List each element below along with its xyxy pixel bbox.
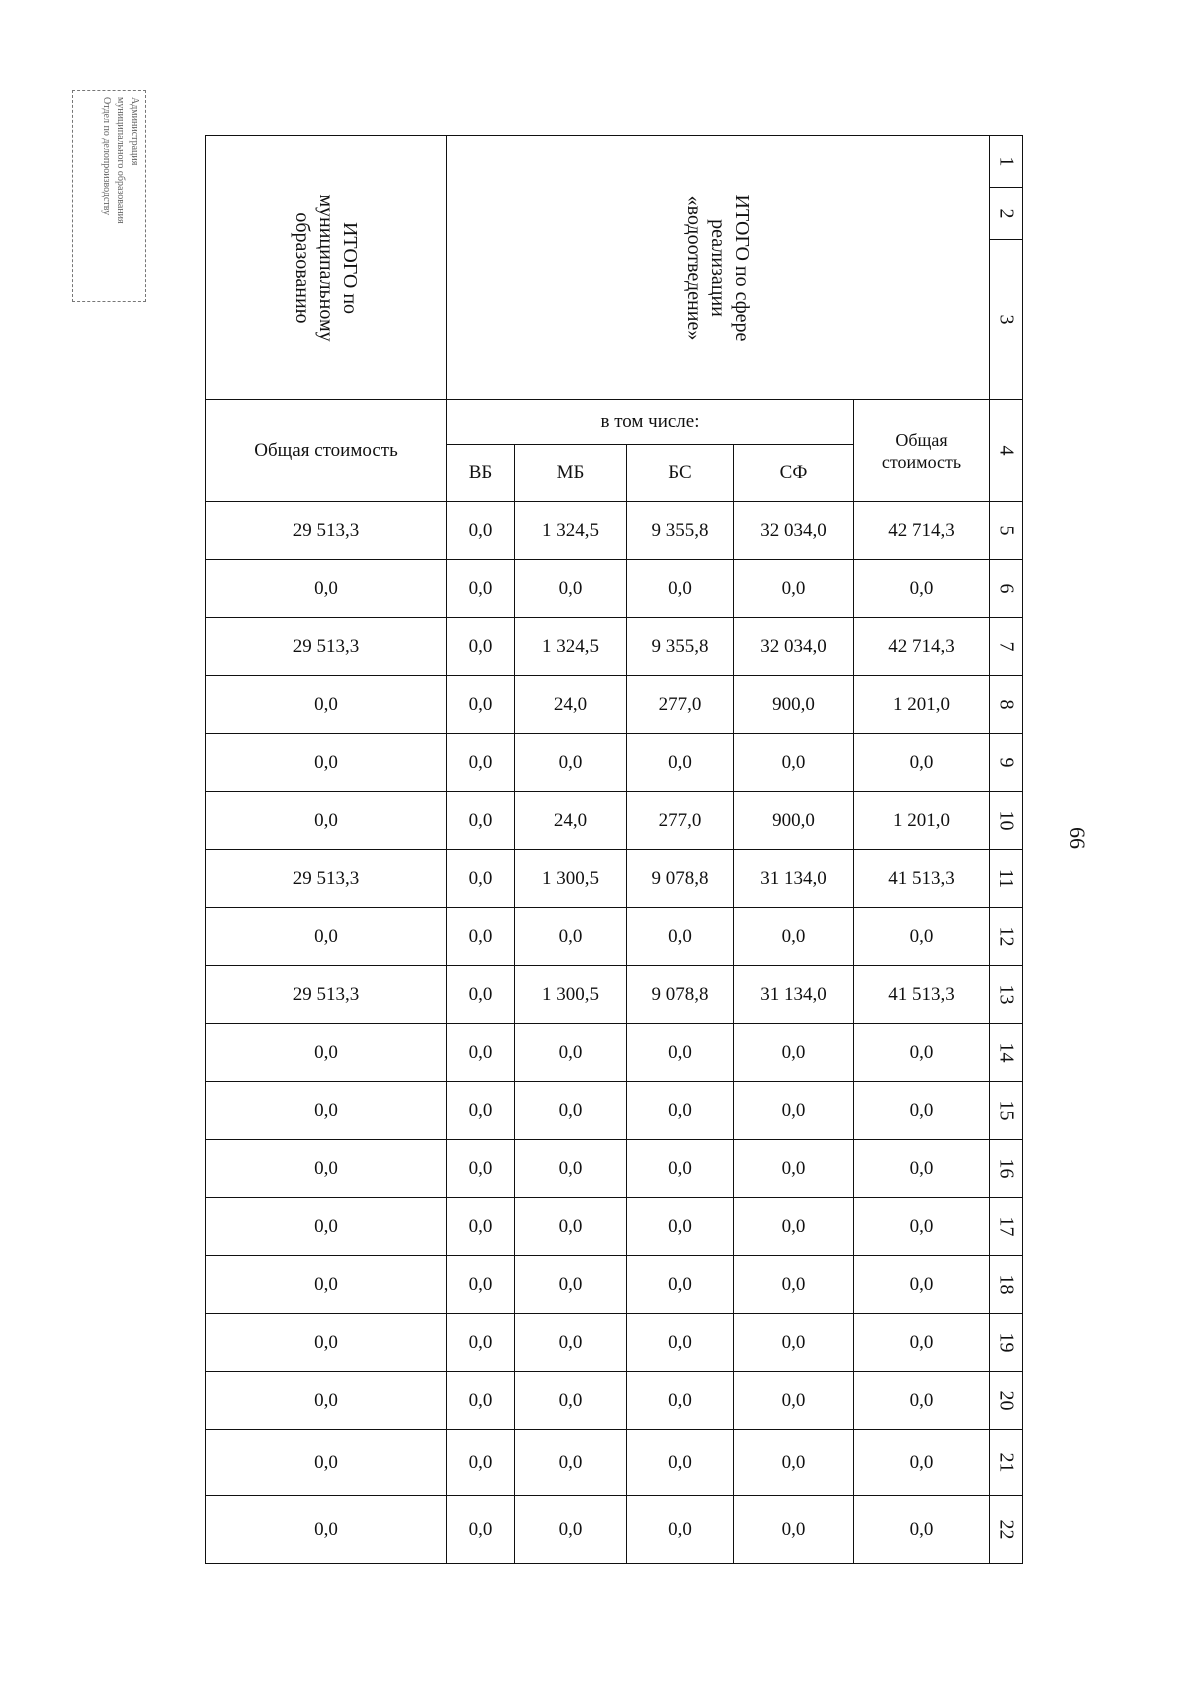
cell-total: 0,0: [854, 1496, 990, 1564]
table-row: [206, 850, 1023, 908]
cell-mo-total: 0,0: [206, 1430, 447, 1496]
header-including: в том числе:: [447, 400, 854, 445]
cell-mb: 0,0: [515, 908, 627, 966]
table-row: [206, 1024, 1023, 1082]
cell-sf: 0,0: [734, 1372, 854, 1430]
table-row: [206, 502, 1023, 560]
cell-mo-total: 0,0: [206, 1024, 447, 1082]
cell-mb: 1 324,5: [515, 618, 627, 676]
cell-bs: 0,0: [627, 1314, 734, 1372]
row-number: 10: [990, 792, 1023, 850]
cell-mo-total: 0,0: [206, 560, 447, 618]
cell-bs: 0,0: [627, 1372, 734, 1430]
cell-mb: 0,0: [515, 734, 627, 792]
cell-mo-total: 29 513,3: [206, 850, 447, 908]
row-number: 6: [990, 560, 1023, 618]
cell-total: 0,0: [854, 1372, 990, 1430]
table-row: [206, 908, 1023, 966]
table-row: [206, 1496, 1023, 1564]
cell-total: 0,0: [854, 734, 990, 792]
cell-vb: 0,0: [447, 502, 515, 560]
cell-bs: 277,0: [627, 676, 734, 734]
cell-total: 0,0: [854, 1314, 990, 1372]
cell-mo-total: 29 513,3: [206, 502, 447, 560]
cell-mb: 1 300,5: [515, 966, 627, 1024]
header-mb: МБ: [515, 445, 627, 502]
cell-sf: 0,0: [734, 560, 854, 618]
cell-bs: 9 078,8: [627, 966, 734, 1024]
cell-mb: 24,0: [515, 792, 627, 850]
row-number: 22: [990, 1496, 1023, 1564]
cell-mb: 0,0: [515, 1140, 627, 1198]
cell-mo-total: 0,0: [206, 1372, 447, 1430]
cell-total: 1 201,0: [854, 792, 990, 850]
cell-sf: 0,0: [734, 1140, 854, 1198]
cell-mb: 0,0: [515, 1256, 627, 1314]
cell-bs: 0,0: [627, 1024, 734, 1082]
table-row: [206, 966, 1023, 1024]
cell-sf: 0,0: [734, 1256, 854, 1314]
header-bs: БС: [627, 445, 734, 502]
row-number: 12: [990, 908, 1023, 966]
cell-mb: 0,0: [515, 1082, 627, 1140]
cell-vb: 0,0: [447, 792, 515, 850]
cell-vb: 0,0: [447, 1496, 515, 1564]
cell-mo-total: 0,0: [206, 1314, 447, 1372]
cell-total: 1 201,0: [854, 676, 990, 734]
cell-vb: 0,0: [447, 1082, 515, 1140]
header-sf: СФ: [734, 445, 854, 502]
cell-vb: 0,0: [447, 1372, 515, 1430]
row-number: 15: [990, 1082, 1023, 1140]
cell-total: 0,0: [854, 1430, 990, 1496]
table-row: [206, 734, 1023, 792]
row-number: 7: [990, 618, 1023, 676]
header-total-cost-mo: Общая стоимость: [206, 400, 447, 502]
row-number: 9: [990, 734, 1023, 792]
cell-bs: 0,0: [627, 734, 734, 792]
cell-total: 41 513,3: [854, 850, 990, 908]
table-row: [206, 1256, 1023, 1314]
cell-mo-total: 0,0: [206, 1496, 447, 1564]
table-row: [206, 1198, 1023, 1256]
table-row: [206, 1314, 1023, 1372]
cell-bs: 0,0: [627, 1198, 734, 1256]
cell-bs: 0,0: [627, 1256, 734, 1314]
cell-vb: 0,0: [447, 908, 515, 966]
cell-sf: 0,0: [734, 1082, 854, 1140]
cell-total: 42 714,3: [854, 618, 990, 676]
cell-vb: 0,0: [447, 676, 515, 734]
row-number: 20: [990, 1372, 1023, 1430]
cell-mb: 1 300,5: [515, 850, 627, 908]
cell-vb: 0,0: [447, 1430, 515, 1496]
cell-mo-total: 0,0: [206, 1198, 447, 1256]
table-row: [206, 792, 1023, 850]
cell-bs: 277,0: [627, 792, 734, 850]
row-number: 8: [990, 676, 1023, 734]
table-row: [206, 618, 1023, 676]
cell-vb: 0,0: [447, 1256, 515, 1314]
cell-total: 41 513,3: [854, 966, 990, 1024]
cell-mo-total: 0,0: [206, 908, 447, 966]
table-row: [206, 1082, 1023, 1140]
cell-sf: 31 134,0: [734, 850, 854, 908]
cost-table: [205, 135, 1023, 1564]
cell-bs: 0,0: [627, 1496, 734, 1564]
registration-stamp: [72, 90, 146, 302]
column-number: 2: [990, 188, 1023, 240]
cell-vb: 0,0: [447, 850, 515, 908]
header-itogo-sfera: ИТОГО по сфере реализации «водоотведение»: [447, 136, 990, 400]
cell-bs: 9 355,8: [627, 618, 734, 676]
cell-mo-total: 29 513,3: [206, 966, 447, 1024]
header-total-cost: Общая стоимость: [854, 400, 990, 502]
cell-mb: 0,0: [515, 1198, 627, 1256]
cell-sf: 0,0: [734, 734, 854, 792]
cell-vb: 0,0: [447, 966, 515, 1024]
cell-mb: 0,0: [515, 1314, 627, 1372]
cell-bs: 0,0: [627, 1140, 734, 1198]
cell-mb: 0,0: [515, 1372, 627, 1430]
cell-vb: 0,0: [447, 1140, 515, 1198]
cell-bs: 0,0: [627, 1430, 734, 1496]
column-number: 3: [990, 240, 1023, 400]
table-row: [206, 676, 1023, 734]
cell-mo-total: 0,0: [206, 734, 447, 792]
cell-vb: 0,0: [447, 618, 515, 676]
cell-mb: 0,0: [515, 560, 627, 618]
cell-sf: 31 134,0: [734, 966, 854, 1024]
cell-total: 0,0: [854, 1198, 990, 1256]
row-number: 21: [990, 1430, 1023, 1496]
row-number: 19: [990, 1314, 1023, 1372]
row-number: 18: [990, 1256, 1023, 1314]
cell-vb: 0,0: [447, 560, 515, 618]
header-itogo-mo: ИТОГО по муниципальному образованию: [206, 136, 447, 400]
row-number: 13: [990, 966, 1023, 1024]
cell-mb: 0,0: [515, 1496, 627, 1564]
cell-sf: 900,0: [734, 676, 854, 734]
cell-sf: 0,0: [734, 1496, 854, 1564]
cell-vb: 0,0: [447, 1314, 515, 1372]
cell-bs: 0,0: [627, 560, 734, 618]
row-number: 11: [990, 850, 1023, 908]
stamp-line: муниципального образования: [115, 97, 126, 224]
cell-sf: 32 034,0: [734, 502, 854, 560]
cell-bs: 9 078,8: [627, 850, 734, 908]
row-number: 17: [990, 1198, 1023, 1256]
table-row: [206, 1372, 1023, 1430]
cell-mb: 24,0: [515, 676, 627, 734]
cell-sf: 0,0: [734, 908, 854, 966]
cell-mo-total: 0,0: [206, 1140, 447, 1198]
header-vb: ВБ: [447, 445, 515, 502]
row-number: 14: [990, 1024, 1023, 1082]
column-number: 4: [990, 400, 1023, 502]
cell-mo-total: 0,0: [206, 1256, 447, 1314]
cell-mb: 0,0: [515, 1430, 627, 1496]
table-row: [206, 1140, 1023, 1198]
cell-total: 0,0: [854, 1140, 990, 1198]
stamp-line: Администрация: [129, 97, 140, 166]
cell-mo-total: 29 513,3: [206, 618, 447, 676]
cell-mb: 1 324,5: [515, 502, 627, 560]
table-row: [206, 1430, 1023, 1496]
cell-bs: 0,0: [627, 908, 734, 966]
column-number: 1: [990, 136, 1023, 188]
cell-vb: 0,0: [447, 734, 515, 792]
cell-total: 0,0: [854, 908, 990, 966]
cell-mo-total: 0,0: [206, 1082, 447, 1140]
cell-total: 0,0: [854, 1082, 990, 1140]
cell-sf: 0,0: [734, 1314, 854, 1372]
cell-total: 42 714,3: [854, 502, 990, 560]
row-number: 16: [990, 1140, 1023, 1198]
cell-sf: 0,0: [734, 1024, 854, 1082]
cell-mo-total: 0,0: [206, 792, 447, 850]
cell-sf: 900,0: [734, 792, 854, 850]
cell-total: 0,0: [854, 1024, 990, 1082]
cell-vb: 0,0: [447, 1024, 515, 1082]
cell-vb: 0,0: [447, 1198, 515, 1256]
cell-total: 0,0: [854, 560, 990, 618]
row-number: 5: [990, 502, 1023, 560]
table-row: [206, 560, 1023, 618]
cell-sf: 0,0: [734, 1198, 854, 1256]
cell-bs: 9 355,8: [627, 502, 734, 560]
cell-mb: 0,0: [515, 1024, 627, 1082]
cell-total: 0,0: [854, 1256, 990, 1314]
cell-sf: 0,0: [734, 1430, 854, 1496]
cell-bs: 0,0: [627, 1082, 734, 1140]
page-number: 66: [1065, 827, 1090, 849]
cell-mo-total: 0,0: [206, 676, 447, 734]
stamp-line: Отдел по делопроизводству: [101, 97, 112, 216]
cell-sf: 32 034,0: [734, 618, 854, 676]
